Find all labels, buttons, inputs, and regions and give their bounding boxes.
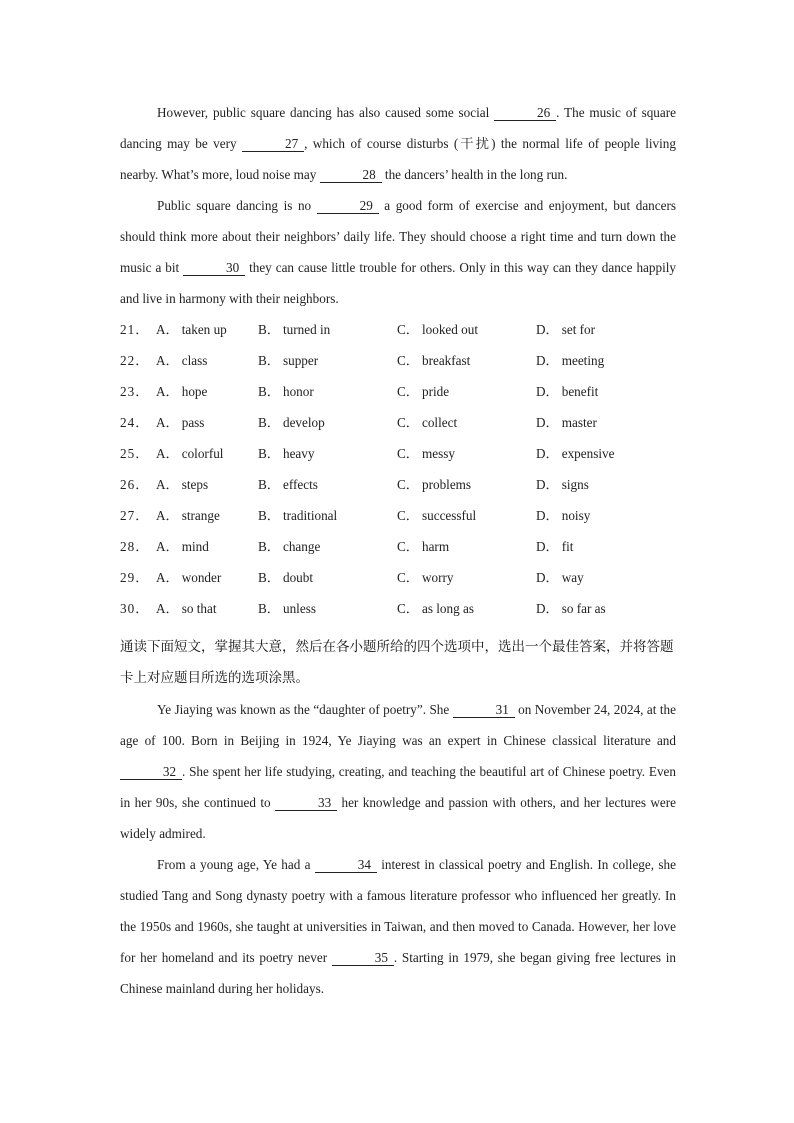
option-text: supper [282, 353, 319, 368]
question-number: 26． [120, 477, 150, 492]
text: her knowledge and passion with others, and her lectures were widely admired. [120, 795, 677, 841]
option-b[interactable] [258, 562, 397, 593]
option-b[interactable] [258, 531, 397, 562]
option-text: pass [181, 415, 205, 430]
option-c[interactable] [397, 562, 536, 593]
option-letter: B． [258, 446, 280, 461]
option-d[interactable] [536, 469, 656, 500]
option-text: so far as [561, 601, 606, 616]
option-letter: D． [536, 384, 559, 399]
text: . She spent her life studying, creating, and teaching the beautiful art of Chinese poetry. Even in her 90s, she continued to [120, 764, 676, 810]
option-text: mind [181, 539, 209, 554]
option-text: problems [421, 477, 472, 492]
option-letter: C． [397, 446, 419, 461]
question-options-row [120, 593, 676, 624]
text: . Starting in 1979, she began giving free lectures in Chinese mainland during her holidays. [120, 950, 676, 996]
option-text: honor [282, 384, 314, 399]
option-b[interactable] [258, 314, 397, 345]
option-letter: B． [258, 477, 280, 492]
text: on November 24, 2024, at the age of 100. Born in Beijing in 1924, Ye Jiaying was an expert in Chinese classical literature and [120, 702, 676, 748]
blank-30: 30 [183, 260, 245, 276]
option-text: so that [181, 601, 217, 616]
blank-33: 33 [275, 795, 337, 811]
option-d[interactable] [536, 438, 656, 469]
question-number: 22． [120, 353, 150, 368]
section-instructions: 通读下面短文，掌握其大意，然后在各小题所给的四个选项中，选出一个最佳答案，并将答题卡上对应题目所选的选项涂黑。 [120, 639, 674, 686]
question-number: 23． [120, 384, 150, 399]
option-letter: C． [397, 415, 419, 430]
question-number: 21． [120, 322, 150, 337]
blank-29: 29 [317, 198, 379, 214]
option-text: way [561, 570, 584, 585]
text: . The music of square dancing may be very [120, 105, 676, 151]
option-text: expensive [561, 446, 615, 461]
text: they can cause little trouble for others. Only in this way can they dance happily and live in harmony with their neighbors. [120, 260, 677, 306]
option-a[interactable] [156, 314, 258, 345]
option-letter: C． [397, 508, 419, 523]
option-letter: D． [536, 415, 559, 430]
option-text: noisy [561, 508, 591, 523]
option-d[interactable] [536, 593, 656, 624]
text: , which of course disturbs (干扰) the normal life of people living nearby. What’s more, loud noise may [120, 136, 676, 182]
option-letter: D． [536, 508, 559, 523]
option-text: colorful [181, 446, 224, 461]
passage1-paragraph-1 [120, 97, 676, 190]
option-c[interactable] [397, 469, 536, 500]
option-letter: D． [536, 570, 559, 585]
option-a[interactable] [156, 376, 258, 407]
option-letter: A． [156, 477, 179, 492]
option-text: successful [421, 508, 477, 523]
text: the dancers’ health in the long run. [381, 167, 568, 182]
option-letter: B． [258, 384, 280, 399]
option-a[interactable] [156, 562, 258, 593]
option-text: worry [421, 570, 454, 585]
option-a[interactable] [156, 407, 258, 438]
question-number: 28． [120, 539, 150, 554]
option-text: heavy [282, 446, 315, 461]
option-letter: D． [536, 601, 559, 616]
option-text: pride [421, 384, 450, 399]
option-b[interactable] [258, 345, 397, 376]
exam-page-content [120, 97, 676, 1004]
option-text: collect [421, 415, 458, 430]
option-text: looked out [421, 322, 479, 337]
option-letter: D． [536, 446, 559, 461]
option-b[interactable] [258, 469, 397, 500]
question-options-row [120, 345, 676, 376]
option-letter: B． [258, 508, 280, 523]
option-text: signs [561, 477, 589, 492]
option-c[interactable] [397, 314, 536, 345]
text: From a young age, Ye had a [157, 857, 315, 872]
option-letter: B． [258, 353, 280, 368]
question-options-row [120, 314, 676, 345]
option-a[interactable] [156, 438, 258, 469]
question-options-row [120, 438, 676, 469]
text: Ye Jiaying was known as the “daughter of poetry”. She [157, 702, 453, 717]
option-text: meeting [561, 353, 605, 368]
option-text: benefit [561, 384, 599, 399]
option-c[interactable] [397, 376, 536, 407]
option-letter: D． [536, 477, 559, 492]
option-d[interactable] [536, 562, 656, 593]
option-b[interactable] [258, 500, 397, 531]
option-letter: A． [156, 446, 179, 461]
option-text: wonder [181, 570, 222, 585]
option-letter: C． [397, 601, 419, 616]
blank-31: 31 [453, 702, 515, 718]
option-text: set for [561, 322, 596, 337]
option-text: doubt [282, 570, 314, 585]
option-letter: A． [156, 601, 179, 616]
option-text: turned in [282, 322, 331, 337]
option-d[interactable] [536, 500, 656, 531]
option-text: as long as [421, 601, 474, 616]
text: Public square dancing is no [157, 198, 317, 213]
option-text: taken up [181, 322, 227, 337]
blank-32: 32 [120, 764, 182, 780]
question-options-row [120, 562, 676, 593]
option-b[interactable] [258, 376, 397, 407]
option-text: traditional [282, 508, 338, 523]
option-letter: B． [258, 539, 280, 554]
option-c[interactable] [397, 407, 536, 438]
blank-34: 34 [315, 857, 377, 873]
option-letter: C． [397, 353, 419, 368]
option-c[interactable] [397, 438, 536, 469]
option-b[interactable] [258, 438, 397, 469]
option-text: hope [181, 384, 208, 399]
option-letter: A． [156, 415, 179, 430]
option-letter: C． [397, 477, 419, 492]
option-text: harm [421, 539, 450, 554]
option-b[interactable] [258, 407, 397, 438]
option-text: strange [181, 508, 220, 523]
option-letter: C． [397, 322, 419, 337]
text: a good form of exercise and enjoyment, but dancers should think more about their neighbors’ daily life. They should choose a right time and turn down the music a bit [120, 198, 676, 275]
blank-26: 26 [494, 105, 556, 121]
option-text: fit [561, 539, 574, 554]
blank-28: 28 [320, 167, 382, 183]
option-text: unless [282, 601, 316, 616]
blank-27: 27 [242, 136, 304, 152]
blank-35: 35 [332, 950, 394, 966]
option-d[interactable] [536, 407, 656, 438]
question-options-row [120, 376, 676, 407]
option-letter: A． [156, 508, 179, 523]
option-text: develop [282, 415, 325, 430]
question-number: 29． [120, 570, 150, 585]
option-text: breakfast [421, 353, 471, 368]
option-a[interactable] [156, 469, 258, 500]
question-number: 27． [120, 508, 150, 523]
passage2-paragraph-2 [120, 849, 676, 1004]
option-d[interactable] [536, 376, 656, 407]
option-a[interactable] [156, 531, 258, 562]
option-c[interactable] [397, 345, 536, 376]
option-d[interactable] [536, 314, 656, 345]
option-letter: A． [156, 384, 179, 399]
option-letter: D． [536, 353, 559, 368]
text: interest in classical poetry and English. In college, she studied Tang and Song dynasty poetry with a famous literature professor who influenced her greatly. In the 1950s and 1960s, she taught at universities in Taiwan, and then moved to Canada. However, her love for her homeland and its poetry never [120, 857, 676, 965]
question-options-row [120, 531, 676, 562]
option-d[interactable] [536, 345, 656, 376]
option-letter: B． [258, 570, 280, 585]
option-letter: C． [397, 384, 419, 399]
question-number: 25． [120, 446, 150, 461]
option-letter: A． [156, 353, 179, 368]
option-letter: A． [156, 570, 179, 585]
question-number: 30． [120, 601, 150, 616]
option-letter: A． [156, 539, 179, 554]
option-c[interactable] [397, 500, 536, 531]
option-d[interactable] [536, 531, 656, 562]
option-a[interactable] [156, 500, 258, 531]
option-letter: C． [397, 539, 419, 554]
option-letter: A． [156, 322, 179, 337]
option-text: effects [282, 477, 318, 492]
question-options-row [120, 500, 676, 531]
option-letter: B． [258, 601, 280, 616]
option-text: class [181, 353, 208, 368]
text: However, public square dancing has also caused some social [157, 105, 495, 120]
question-number: 24． [120, 415, 150, 430]
question-options-row [120, 469, 676, 500]
option-letter: C． [397, 570, 419, 585]
option-c[interactable] [397, 531, 536, 562]
passage1-paragraph-2 [120, 190, 676, 314]
option-text: master [561, 415, 597, 430]
option-text: change [282, 539, 321, 554]
option-a[interactable] [156, 345, 258, 376]
answer-options-list [120, 314, 676, 624]
option-letter: D． [536, 322, 559, 337]
option-letter: B． [258, 415, 280, 430]
option-c[interactable] [397, 593, 536, 624]
passage2-paragraph-1 [120, 694, 676, 849]
option-text: messy [421, 446, 455, 461]
option-letter: B． [258, 322, 280, 337]
option-a[interactable] [156, 593, 258, 624]
option-b[interactable] [258, 593, 397, 624]
question-options-row [120, 407, 676, 438]
option-text: steps [181, 477, 209, 492]
option-letter: D． [536, 539, 559, 554]
